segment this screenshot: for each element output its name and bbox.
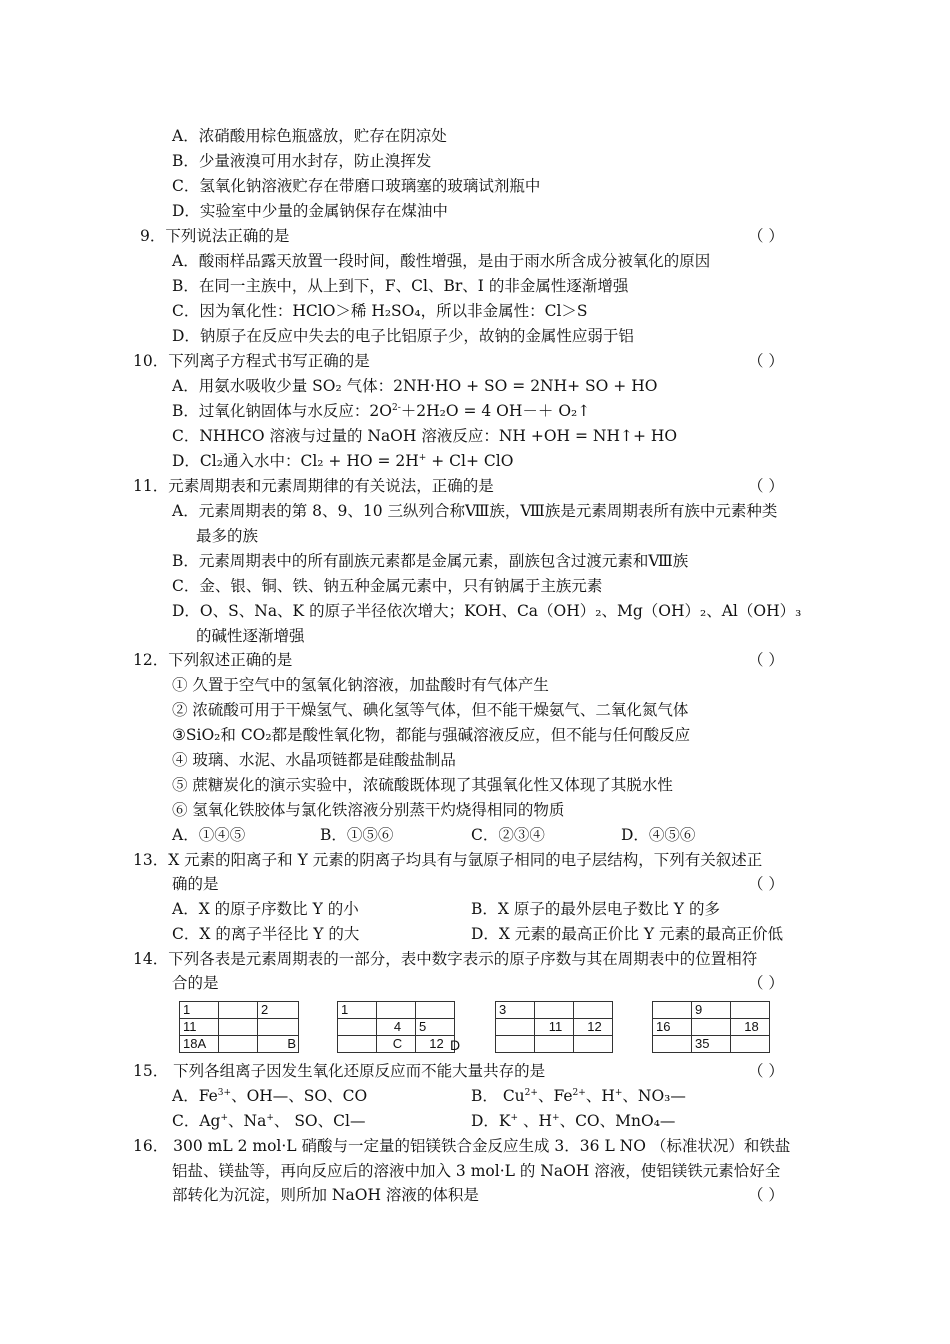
- q8-option-d: D．实验室中少量的金属钠保存在煤油中: [172, 202, 448, 220]
- q11-option-d-cont: 的碱性逐渐增强: [196, 627, 305, 645]
- q15-choice-b: B． $Cu^{2+}$、$Fe^{2+}$、H+、NO₃—: [471, 1087, 686, 1105]
- q14-stem: 14．下列各表是元素周期表的一部分，表中数字表示的原子序数与其在周期表中的位置相符: [133, 950, 758, 968]
- periodic-fragment-a: 1 2 11 18A B: [179, 1001, 299, 1053]
- q12-choice-b: B．①⑤⑥: [320, 826, 394, 844]
- q16-stem-cont-2: 部转化为沉淀，则所加 NaOH 溶液的体积是: [172, 1186, 479, 1204]
- q15-choice-c: C．Ag+、Na+、 SO、Cl—: [172, 1112, 366, 1130]
- q15-stem: 15． 下列各组离子因发生氧化还原反应而不能大量共存的是: [133, 1062, 546, 1080]
- q12-item-5: ⑤ 蔗糖炭化的演示实验中，浓硫酸既体现了其强氧化性又体现了其脱水性: [172, 776, 673, 794]
- q16-stem-cont-1: 铝盐、镁盐等，再向反应后的溶液中加入 3 mol·L 的 NaOH 溶液，使铝镁铁元素恰好全: [172, 1162, 781, 1180]
- q11-option-d: D．O、S、Na、K 的原子半径依次增大；KOH、Ca（OH）₂、Mg（OH）₂、Al（OH）₃: [172, 602, 802, 620]
- answer-blank: （ ）: [748, 227, 784, 245]
- q13-stem: 13．X 元素的阳离子和 Y 元素的阴离子均具有与氩原子相同的电子层结构，下列有关叙述正: [133, 851, 763, 869]
- q9-option-c: C．因为氧化性：HClO＞稀 H₂SO₄，所以非金属性：Cl＞S: [172, 302, 588, 320]
- q13-stem-cont: 确的是: [172, 875, 219, 893]
- q13-choice-d: D．X 元素的最高正价比 Y 元素的最高正价低: [471, 925, 783, 943]
- answer-blank: （ ）: [748, 352, 784, 370]
- q9-option-a: A．酸雨样品露天放置一段时间，酸性增强，是由于雨水所含成分被氧化的原因: [172, 252, 711, 270]
- q12-choice-d: D．④⑤⑥: [621, 826, 696, 844]
- q11-option-a-cont: 最多的族: [196, 527, 259, 545]
- q13-choice-a: A．X 的原子序数比 Y 的小: [172, 900, 359, 918]
- q10-option-b: B．过氧化钠固体与水反应：$2O^{2-}+2H_2O = 4$ OH－＋ O₂↑: [172, 402, 591, 420]
- q12-choice-c: C．②③④: [471, 826, 545, 844]
- answer-blank: （ ）: [748, 974, 784, 992]
- q12-item-1: ① 久置于空气中的氢氧化钠溶液，加盐酸时有气体产生: [172, 676, 549, 694]
- q12-item-4: ④ 玻璃、水泥、水晶项链都是硅酸盐制品: [172, 751, 456, 769]
- q15-choice-a: A．$Fe^{3+}$、OH—、SO、CO: [172, 1087, 368, 1105]
- q10-option-a: A．用氨水吸收少量 SO₂ 气体：2NH·HO + SO = 2NH+ SO + HO: [172, 377, 658, 395]
- q12-stem: 12．下列叙述正确的是: [133, 651, 293, 669]
- q12-choice-a: A．①④⑤: [172, 826, 246, 844]
- table-label-d: D: [450, 1037, 461, 1053]
- q9-option-b: B．在同一主族中，从上到下，F、Cl、Br、I 的非金属性逐渐增强: [172, 277, 629, 295]
- q10-option-d: D．Cl₂通入水中：Cl₂ + HO = 2H+ + Cl+ ClO: [172, 452, 514, 470]
- q12-item-2: ② 浓硫酸可用于干燥氢气、碘化氢等气体，但不能干燥氨气、二氧化氮气体: [172, 701, 689, 719]
- periodic-fragment-c: 1 4 5 C 12: [337, 1001, 455, 1053]
- answer-blank: （ ）: [748, 875, 784, 893]
- answer-blank: （ ）: [748, 1186, 784, 1204]
- q9-option-d: D．钠原子在反应中失去的电子比铝原子少，故钠的金属性应弱于铝: [172, 327, 634, 345]
- q8-option-a: A．浓硝酸用棕色瓶盛放，贮存在阴凉处: [172, 127, 447, 145]
- answer-blank: （ ）: [748, 651, 784, 669]
- q11-option-a: A．元素周期表的第 8、9、10 三纵列合称Ⅷ族，Ⅷ族是元素周期表所有族中元素种类: [172, 502, 778, 520]
- q8-option-b: B．少量液溴可用水封存，防止溴挥发: [172, 152, 432, 170]
- q12-item-3: ③SiO₂和 CO₂都是酸性氧化物，都能与强碱溶液反应，但不能与任何酸反应: [172, 726, 691, 744]
- q11-option-c: C．金、银、铜、铁、钠五种金属元素中，只有钠属于主族元素: [172, 577, 603, 595]
- q14-stem-cont: 合的是: [172, 974, 219, 992]
- q11-stem: 11．元素周期表和元素周期律的有关说法，正确的是: [133, 477, 494, 495]
- q13-choice-b: B．X 原子的最外层电子数比 Y 的多: [471, 900, 720, 918]
- q8-option-c: C．氢氧化钠溶液贮存在带磨口玻璃塞的玻璃试剂瓶中: [172, 177, 541, 195]
- q15-choice-d: D．K+ 、H+、CO、MnO₄—: [471, 1112, 676, 1130]
- q13-choice-c: C．X 的离子半径比 Y 的大: [172, 925, 360, 943]
- periodic-fragment-3: 3 11 12: [495, 1001, 613, 1053]
- answer-blank: （ ）: [748, 477, 784, 495]
- q11-option-b: B．元素周期表中的所有副族元素都是金属元素，副族包含过渡元素和Ⅷ族: [172, 552, 689, 570]
- q10-option-c: C．NHHCO 溶液与过量的 NaOH 溶液反应：NH +OH = NH↑+ HO: [172, 427, 678, 445]
- q9-stem: 9．下列说法正确的是: [140, 227, 290, 245]
- q12-item-6: ⑥ 氢氧化铁胶体与氯化铁溶液分别蒸干灼烧得相同的物质: [172, 801, 565, 819]
- q10-stem: 10．下列离子方程式书写正确的是: [133, 352, 370, 370]
- periodic-fragment-4: 9 16 18 35: [652, 1001, 770, 1053]
- q16-stem: 16． 300 mL 2 mol·L 硝酸与一定量的铝镁铁合金反应生成 3．36 L NO （标准状况）和铁盐: [133, 1137, 791, 1155]
- answer-blank: （ ）: [748, 1062, 784, 1080]
